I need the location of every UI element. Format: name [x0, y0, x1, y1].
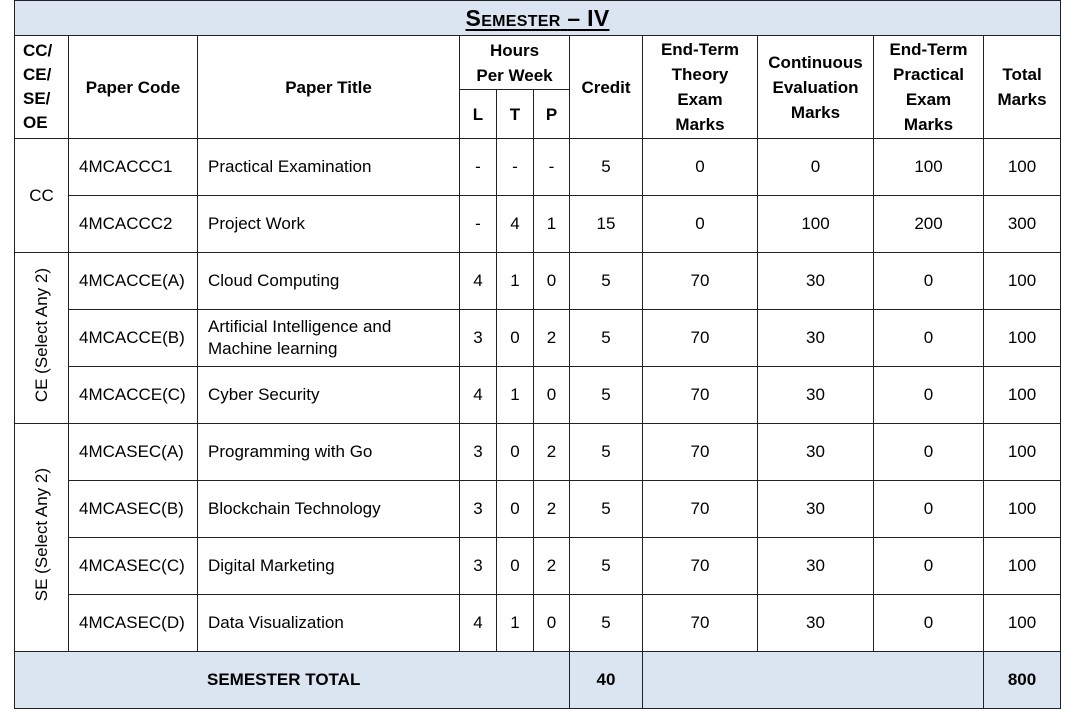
- header-category-line: CC/: [23, 41, 53, 60]
- category-cell: [15, 424, 69, 652]
- p-cell: 0: [534, 367, 570, 424]
- theory-cell: 70: [643, 424, 758, 481]
- practical-cell: 200: [874, 196, 984, 253]
- paper-code-cell: 4MCACCC1: [69, 139, 198, 196]
- theory-cell: 70: [643, 538, 758, 595]
- theory-cell: 70: [643, 367, 758, 424]
- header-paper-title: Paper Title: [198, 36, 460, 139]
- paper-code-cell: 4MCASEC(A): [69, 424, 198, 481]
- semester-total-row: [15, 652, 1061, 709]
- table-row: [15, 196, 1061, 253]
- header-hours-per-week: [460, 36, 570, 90]
- l-cell: 3: [460, 538, 497, 595]
- l-cell: 3: [460, 424, 497, 481]
- paper-title-cell: Data Visualization: [198, 595, 460, 652]
- total-cell: 100: [984, 424, 1061, 481]
- header-end-term-practical-label: End-Term Practical Exam Marks: [889, 40, 968, 134]
- ce-cell: 0: [758, 139, 874, 196]
- header-end-term-theory-label: End-Term Theory Exam Marks: [660, 40, 740, 134]
- total-cell: 100: [984, 253, 1061, 310]
- t-cell: 0: [497, 481, 534, 538]
- p-cell: 0: [534, 595, 570, 652]
- practical-cell: 0: [874, 310, 984, 367]
- ce-cell: 30: [758, 595, 874, 652]
- semester-title: [15, 1, 1061, 36]
- credit-cell: 5: [570, 424, 643, 481]
- credit-cell: 5: [570, 253, 643, 310]
- category-label: SE (Select Any 2): [31, 468, 51, 602]
- p-cell: 2: [534, 481, 570, 538]
- t-cell: 0: [497, 424, 534, 481]
- table-row: [15, 253, 1061, 310]
- title-row: [15, 1, 1061, 36]
- t-cell: 0: [497, 538, 534, 595]
- ce-cell: 30: [758, 424, 874, 481]
- credit-cell: 5: [570, 595, 643, 652]
- header-continuous-evaluation-label: Continuous Evaluation Marks: [768, 52, 863, 122]
- table-row: [15, 139, 1061, 196]
- credit-cell: 5: [570, 310, 643, 367]
- header-end-term-practical: [874, 36, 984, 139]
- header-category-line: CE/: [23, 65, 52, 84]
- header-l: L: [460, 90, 497, 139]
- credit-cell: 5: [570, 139, 643, 196]
- paper-code-cell: 4MCACCE(C): [69, 367, 198, 424]
- paper-code-cell: 4MCACCC2: [69, 196, 198, 253]
- credit-cell: 5: [570, 538, 643, 595]
- practical-cell: 100: [874, 139, 984, 196]
- category-label: CE (Select Any 2): [31, 268, 51, 403]
- practical-cell: 0: [874, 595, 984, 652]
- total-cell: 100: [984, 481, 1061, 538]
- total-cell: 100: [984, 139, 1061, 196]
- paper-title-cell: Cloud Computing: [198, 253, 460, 310]
- t-cell: 0: [497, 310, 534, 367]
- theory-cell: 70: [643, 253, 758, 310]
- header-total-marks-label: Total Marks: [997, 65, 1047, 109]
- l-cell: 4: [460, 367, 497, 424]
- practical-cell: 0: [874, 367, 984, 424]
- p-cell: 1: [534, 196, 570, 253]
- total-cell: 100: [984, 538, 1061, 595]
- t-cell: 4: [497, 196, 534, 253]
- credit-cell: 15: [570, 196, 643, 253]
- paper-title-cell: Programming with Go: [198, 424, 460, 481]
- header-paper-code: Paper Code: [69, 36, 198, 139]
- header-hours-label: Hours Per Week: [476, 40, 553, 85]
- header-row: [15, 36, 1061, 90]
- header-category: [15, 36, 69, 139]
- table-row: [15, 538, 1061, 595]
- theory-cell: 70: [643, 310, 758, 367]
- theory-cell: 70: [643, 481, 758, 538]
- paper-code-cell: 4MCASEC(C): [69, 538, 198, 595]
- table-row: [15, 367, 1061, 424]
- semester-total-credit: 40: [570, 652, 643, 709]
- title-main: Semester: [465, 4, 561, 31]
- header-category-line: OE: [23, 113, 48, 132]
- category-cell: [15, 253, 69, 424]
- p-cell: 2: [534, 424, 570, 481]
- paper-title-cell: Cyber Security: [198, 367, 460, 424]
- t-cell: -: [497, 139, 534, 196]
- paper-title-cell: Artificial Intelligence and Machine learning: [198, 310, 460, 367]
- paper-code-cell: 4MCACCE(B): [69, 310, 198, 367]
- total-cell: 100: [984, 595, 1061, 652]
- credit-cell: 5: [570, 481, 643, 538]
- p-cell: -: [534, 139, 570, 196]
- paper-title-cell: Digital Marketing: [198, 538, 460, 595]
- l-cell: 3: [460, 310, 497, 367]
- category-cell: [15, 139, 69, 253]
- table-row: [15, 424, 1061, 481]
- p-cell: 2: [534, 538, 570, 595]
- l-cell: -: [460, 139, 497, 196]
- header-category-line: SE/: [23, 89, 51, 108]
- paper-code-cell: 4MCASEC(D): [69, 595, 198, 652]
- p-cell: 2: [534, 310, 570, 367]
- total-cell: 300: [984, 196, 1061, 253]
- paper-code-cell: 4MCASEC(B): [69, 481, 198, 538]
- header-credit: Credit: [570, 36, 643, 139]
- practical-cell: 0: [874, 481, 984, 538]
- total-cell: 100: [984, 310, 1061, 367]
- credit-cell: 5: [570, 367, 643, 424]
- semester-total-blank: [643, 652, 984, 709]
- ce-cell: 30: [758, 310, 874, 367]
- table-row: [15, 310, 1061, 367]
- semester-total-label: SEMESTER TOTAL: [15, 652, 570, 709]
- ce-cell: 30: [758, 367, 874, 424]
- theory-cell: 70: [643, 595, 758, 652]
- theory-cell: 0: [643, 139, 758, 196]
- semester-table: [14, 0, 1061, 709]
- table-row: [15, 595, 1061, 652]
- practical-cell: 0: [874, 253, 984, 310]
- l-cell: 4: [460, 253, 497, 310]
- practical-cell: 0: [874, 424, 984, 481]
- table-body: [15, 139, 1061, 652]
- l-cell: -: [460, 196, 497, 253]
- t-cell: 1: [497, 253, 534, 310]
- header-continuous-evaluation: [758, 36, 874, 139]
- ce-cell: 30: [758, 253, 874, 310]
- practical-cell: 0: [874, 538, 984, 595]
- category-label: CC: [29, 185, 54, 205]
- t-cell: 1: [497, 367, 534, 424]
- header-t: T: [497, 90, 534, 139]
- table-row: [15, 481, 1061, 538]
- paper-code-cell: 4MCACCE(A): [69, 253, 198, 310]
- total-cell: 100: [984, 367, 1061, 424]
- semester-total-marks: 800: [984, 652, 1061, 709]
- header-p: P: [534, 90, 570, 139]
- t-cell: 1: [497, 595, 534, 652]
- paper-title-cell: Practical Examination: [198, 139, 460, 196]
- ce-cell: 30: [758, 538, 874, 595]
- l-cell: 4: [460, 595, 497, 652]
- p-cell: 0: [534, 253, 570, 310]
- l-cell: 3: [460, 481, 497, 538]
- theory-cell: 0: [643, 196, 758, 253]
- header-end-term-theory: [643, 36, 758, 139]
- title-suffix: – IV: [567, 4, 610, 31]
- paper-title-cell: Project Work: [198, 196, 460, 253]
- header-total-marks: [984, 36, 1061, 139]
- ce-cell: 100: [758, 196, 874, 253]
- ce-cell: 30: [758, 481, 874, 538]
- paper-title-cell: Blockchain Technology: [198, 481, 460, 538]
